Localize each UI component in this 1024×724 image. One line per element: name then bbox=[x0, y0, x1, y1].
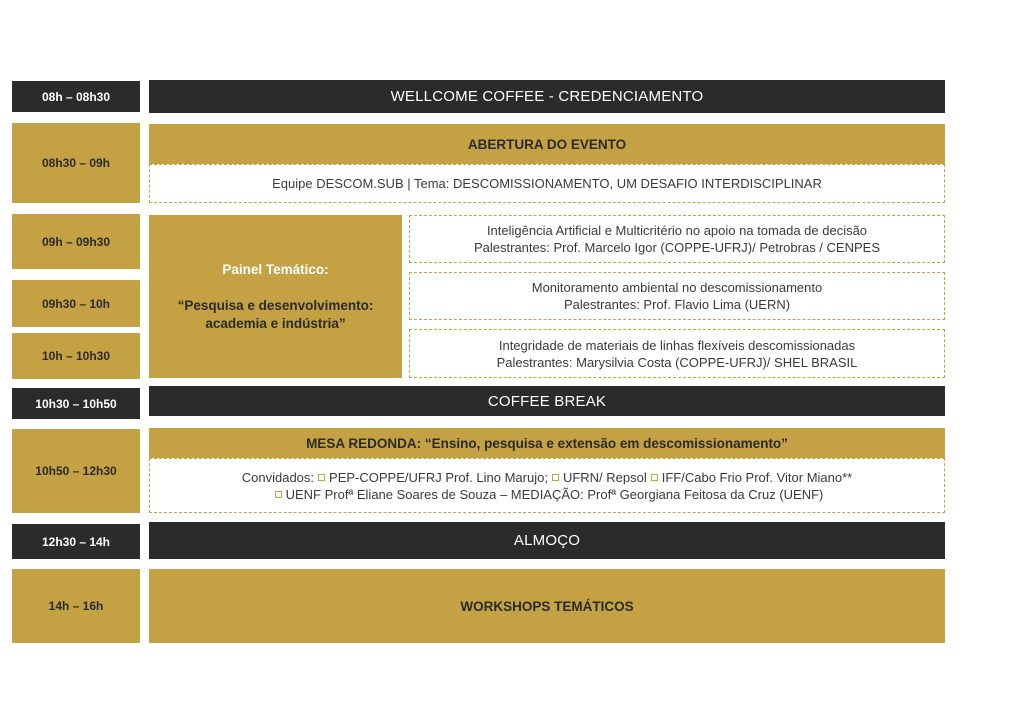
talk-2-speakers: Palestrantes: Prof. Flavio Lima (UERN) bbox=[563, 297, 791, 312]
square-bullet-icon bbox=[651, 474, 658, 481]
coffee-break-bar: COFFEE BREAK bbox=[149, 386, 945, 416]
square-bullet-icon bbox=[552, 474, 559, 481]
square-bullet-icon bbox=[275, 491, 282, 498]
painel-subtitle-line2: academia e indústria” bbox=[205, 315, 346, 331]
guests-label: Convidados: bbox=[241, 469, 315, 485]
abertura-detail bbox=[149, 164, 945, 203]
time-slot-4: 09h30 – 10h bbox=[12, 280, 140, 327]
time-slot-1: 08h – 08h30 bbox=[12, 81, 140, 112]
guest-1: PEP-COPPE/UFRJ Prof. Lino Marujo; bbox=[329, 469, 548, 485]
talk-3 bbox=[409, 329, 945, 378]
talk-3-title: Integridade de materiais de linhas flexíveis descomissionadas bbox=[498, 337, 856, 353]
abertura-detail-text: Equipe DESCOM.SUB | Tema: DESCOMISSIONAMENTO, UM DESAFIO INTERDISCIPLINAR bbox=[272, 176, 822, 191]
talk-2-title: Monitoramento ambiental no descomissionamento bbox=[531, 280, 823, 295]
guest-2: UFRN/ Repsol bbox=[562, 469, 647, 485]
talk-3-speakers: Palestrantes: Marysilvia Costa (COPPE-UFRJ)/ SHEL BRASIL bbox=[496, 354, 858, 370]
guests-line-1 bbox=[242, 469, 852, 486]
time-slot-7: 10h50 – 12h30 bbox=[12, 429, 140, 513]
time-slot-6: 10h30 – 10h50 bbox=[12, 388, 140, 419]
time-slot-3: 09h – 09h30 bbox=[12, 214, 140, 269]
talk-2 bbox=[409, 272, 945, 320]
guest-3: IFF/Cabo Frio Prof. Vitor Miano** bbox=[661, 469, 853, 485]
guests-line-2 bbox=[271, 486, 824, 503]
time-slot-5: 10h – 10h30 bbox=[12, 333, 140, 379]
talk-1-speakers: Palestrantes: Prof. Marcelo Igor (COPPE-UFRJ)/ Petrobras / CENPES bbox=[473, 240, 880, 255]
almoco-bar: ALMOÇO bbox=[149, 522, 945, 559]
time-slot-9: 14h – 16h bbox=[12, 569, 140, 643]
mesa-redonda-header: MESA REDONDA: “Ensino, pesquisa e extensão em descomissionamento” bbox=[149, 428, 945, 458]
welcome-coffee-bar: WELLCOME COFFEE - CREDENCIAMENTO bbox=[149, 80, 945, 113]
time-slot-8: 12h30 – 14h bbox=[12, 524, 140, 559]
painel-title: Painel Temático: bbox=[222, 261, 329, 277]
talk-1-title: Inteligência Artificial e Multicritério no apoio na tomada de decisão bbox=[486, 223, 868, 238]
painel-tematico bbox=[149, 215, 402, 378]
abertura-header: ABERTURA DO EVENTO bbox=[149, 124, 945, 164]
guest-4: UENF Profª Eliane Soares de Souza – MEDIAÇÃO: Profª Georgiana Feitosa da Cruz (UENF) bbox=[285, 486, 824, 502]
time-slot-2: 08h30 – 09h bbox=[12, 123, 140, 203]
mesa-redonda-guests bbox=[149, 458, 945, 513]
square-bullet-icon bbox=[318, 474, 325, 481]
workshops-block: WORKSHOPS TEMÁTICOS bbox=[149, 569, 945, 643]
painel-subtitle-line1: “Pesquisa e desenvolvimento: bbox=[177, 297, 374, 313]
talk-1 bbox=[409, 215, 945, 263]
